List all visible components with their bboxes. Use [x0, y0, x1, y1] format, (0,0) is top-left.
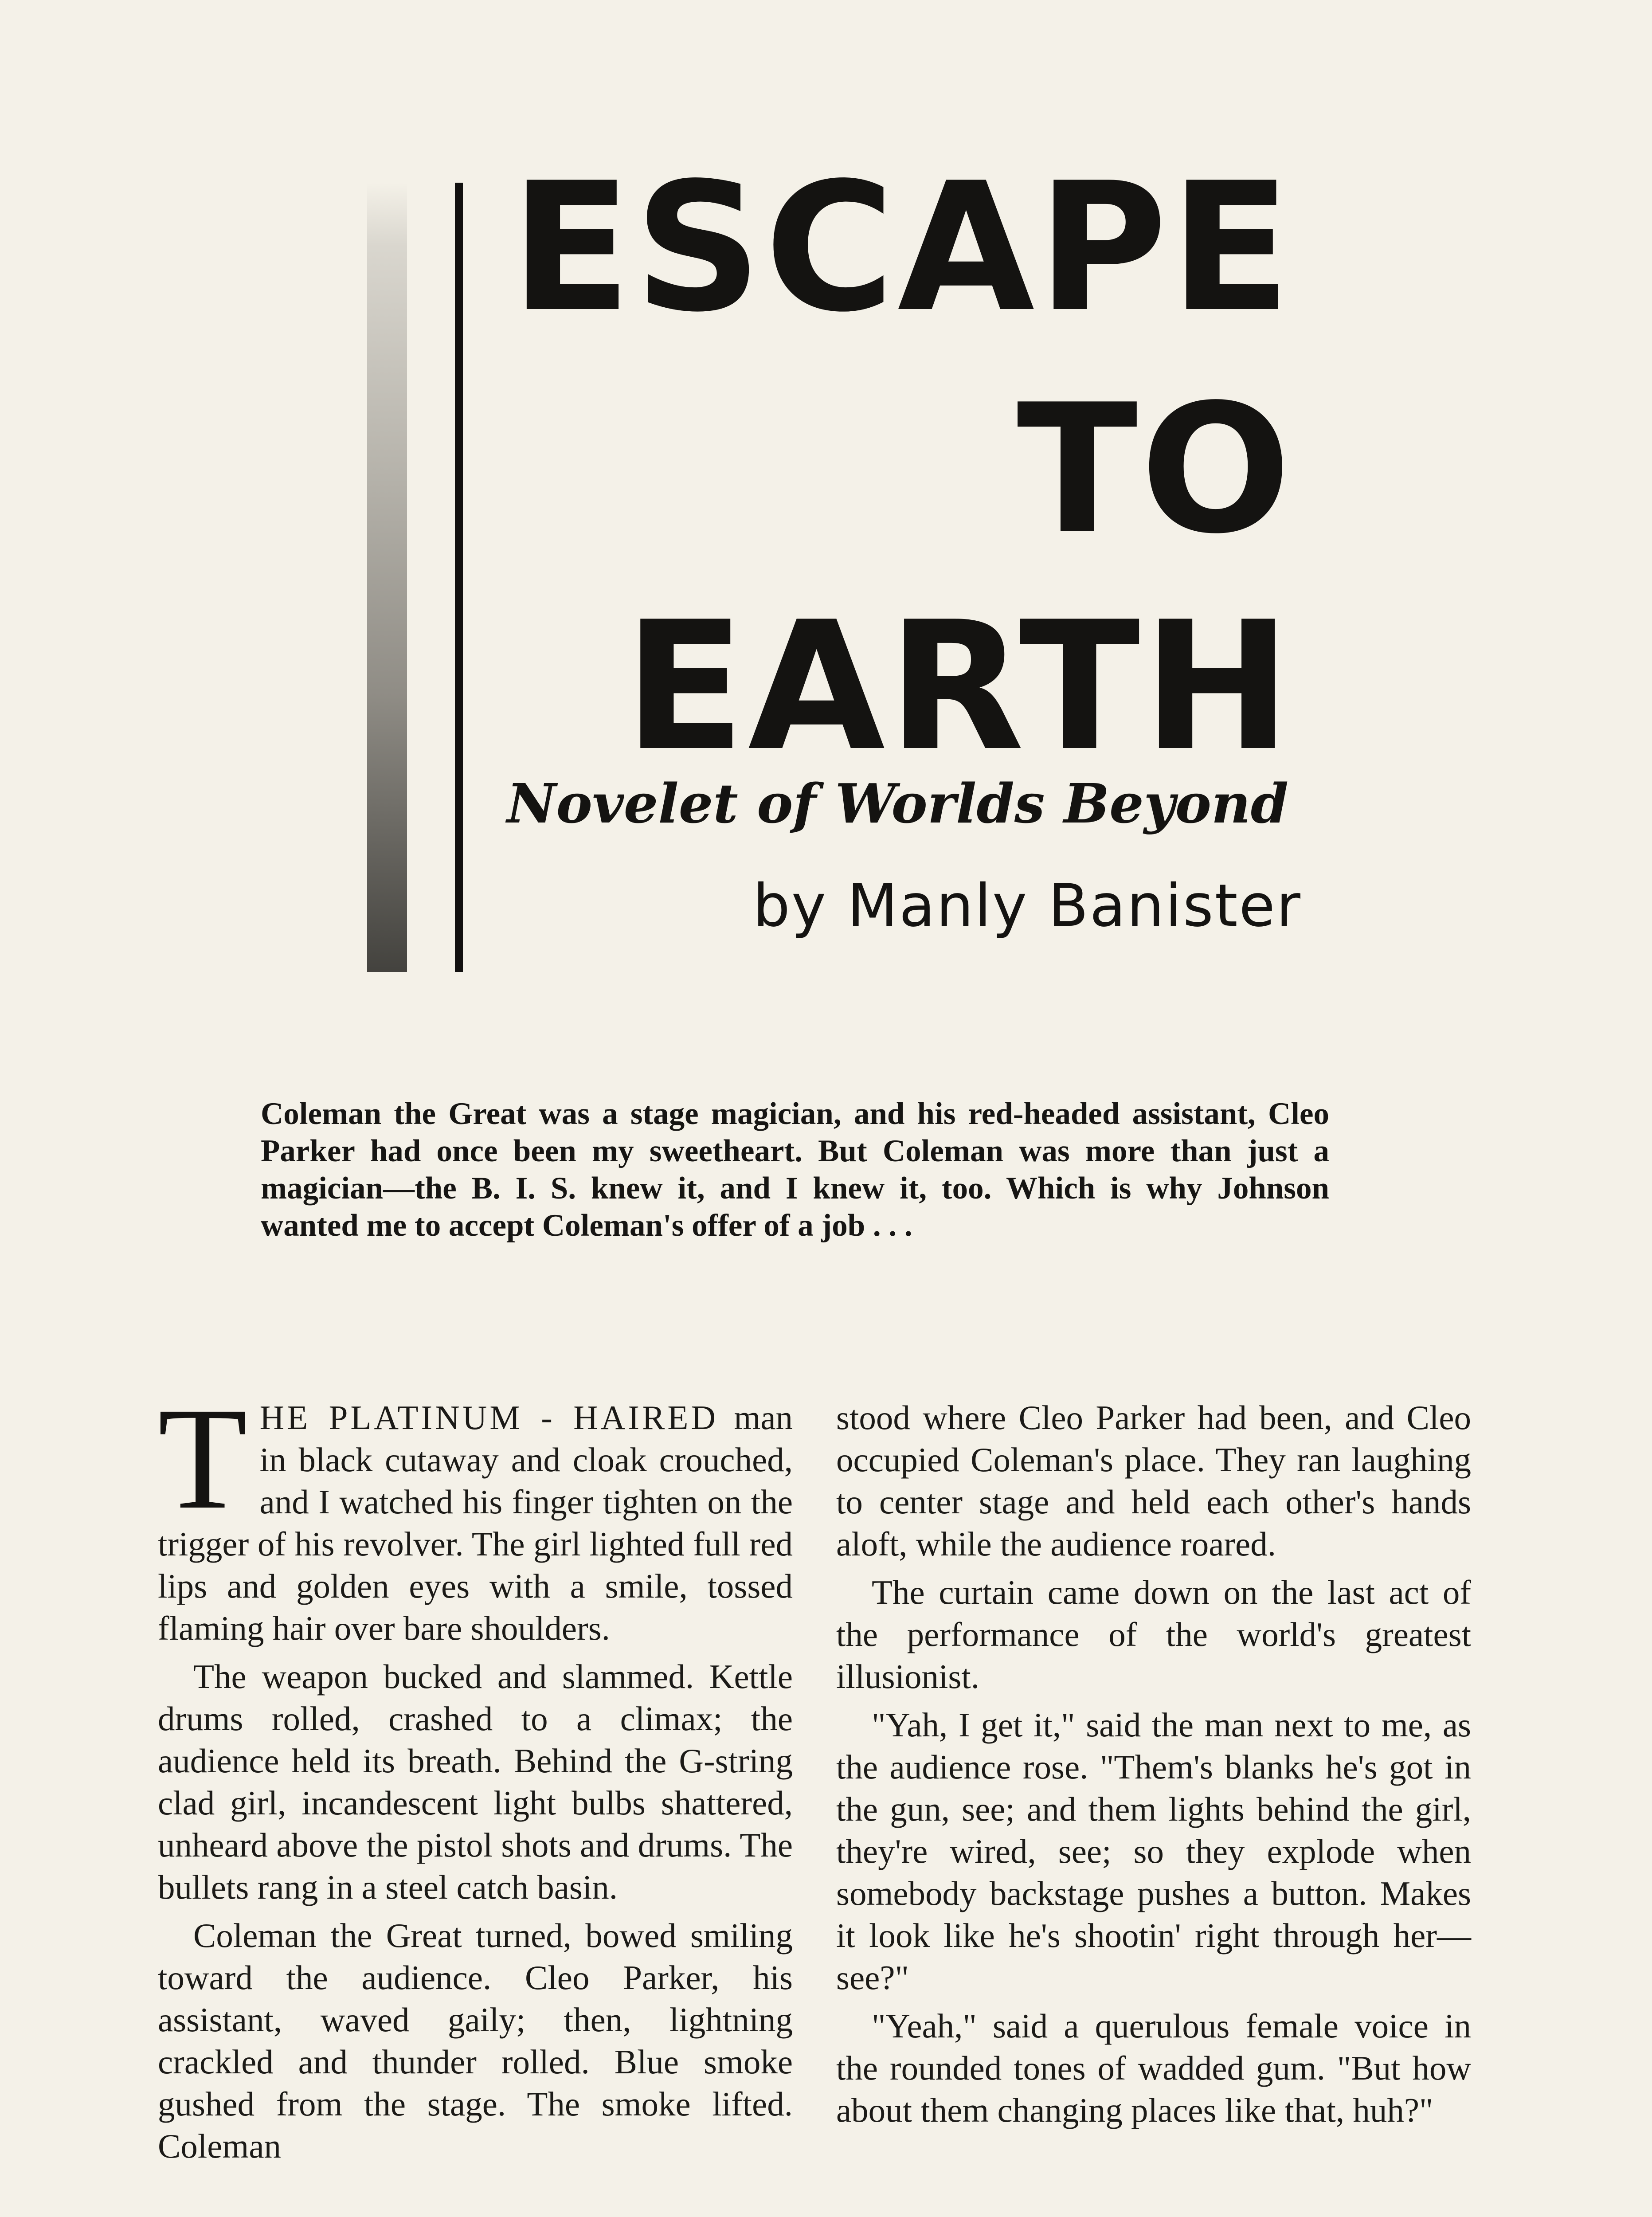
- paragraph: "Yah, I get it," said the man next to me, as the audience rose. "Them's blanks he's got in the gun, see; and them lights behind the girl, they're wired, see; so they explode when somebody backstage pushes a button. Makes it look like he's shootin' right through her—see?": [836, 1706, 1471, 1997]
- paragraph-text: man in black cutaway and cloak crouched, and I watched his finger tighten on the trigger of his revolver. The girl lighted full red lips and golden eyes with a smile, tossed flaming hair over bare shoulders.: [158, 1398, 793, 1647]
- body-column-left: [158, 1378, 793, 2174]
- title-line-2: TO: [1017, 367, 1294, 573]
- paragraph: The weapon bucked and slammed. Kettle drums rolled, crashed to a climax; the audience held its breath. Behind the G-string clad girl, incandescent light bulbs shattered, unheard above the pistol shots and drums. The bullets rang in a steel catch basin.: [158, 1657, 793, 1906]
- paragraph: The curtain came down on the last act of the performance of the world's greatest illusionist.: [836, 1573, 1471, 1696]
- paragraph: stood where Cleo Parker had been, and Cleo occupied Coleman's place. They ran laughing to center stage and held each other's hands aloft, while the audience roared.: [836, 1398, 1471, 1563]
- opening-words: HE PLATINUM - HAIRED: [259, 1398, 719, 1437]
- drop-cap: T: [158, 1378, 247, 1539]
- intro-blurb: Coleman the Great was a stage magician, and his red-headed assistant, Cleo Parker had once been my sweetheart. But Coleman was more than just a magician—the B. I. S. knew it, and I knew it, too. Which is why Johnson wanted me to accept Coleman's offer of a job . . .: [261, 1097, 1329, 1243]
- subtitle: Novelet of Worlds Beyond: [506, 772, 1288, 835]
- paragraph: Coleman the Great turned, bowed smiling toward the audience. Cleo Parker, his assistant, waved gaily; then, lightning crackled and thunder rolled. Blue smoke gushed from the stage. The smoke lifted. Coleman: [158, 1916, 793, 2165]
- body-column-right: [836, 1397, 1471, 2138]
- paragraph: "Yeah," said a querulous female voice in the rounded tones of wadded gum. "But how about them changing places like that, huh?": [836, 2007, 1471, 2129]
- title-line-1: ESCAPE: [510, 145, 1294, 351]
- title-line-3: EARTH: [624, 584, 1294, 790]
- opening-paragraph: [158, 1378, 793, 1649]
- byline: by Manly Banister: [753, 872, 1302, 940]
